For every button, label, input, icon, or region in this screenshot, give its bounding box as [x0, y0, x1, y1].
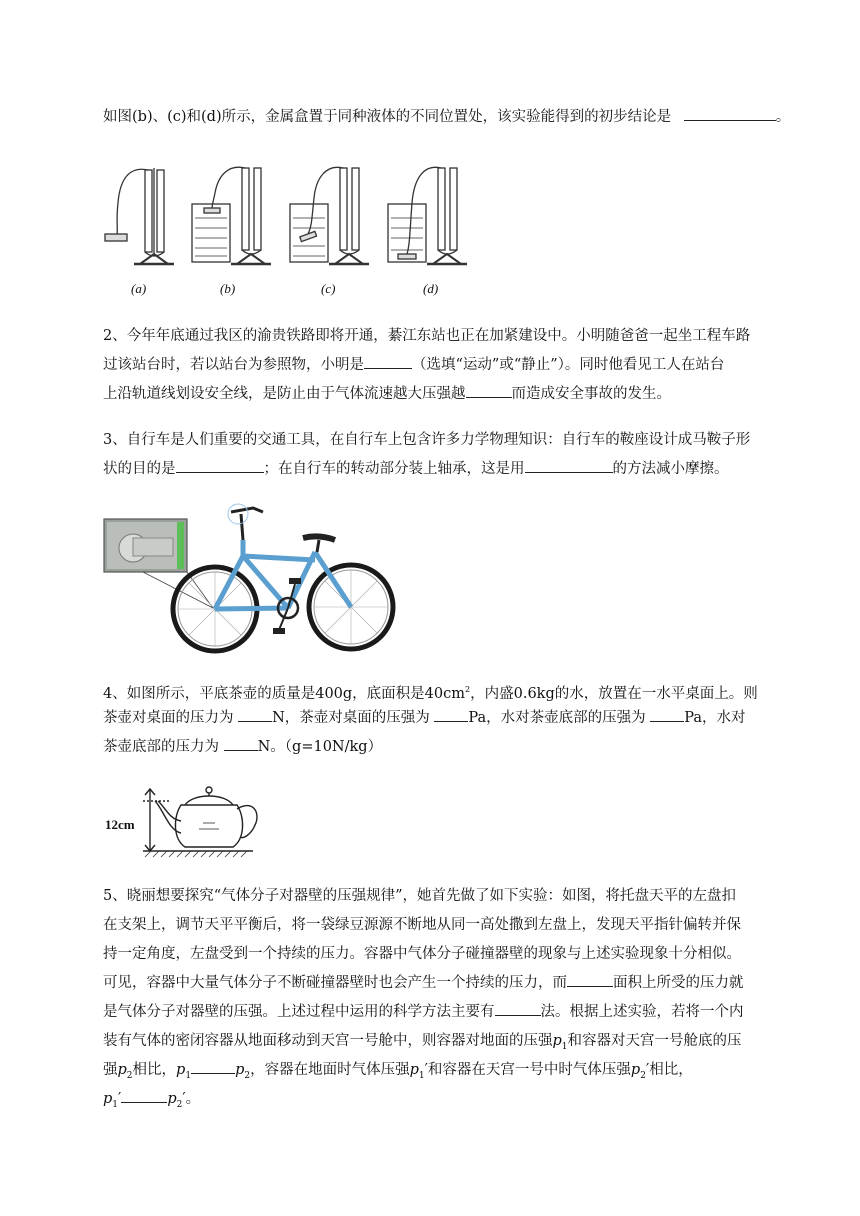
caption-c: (c) — [321, 281, 336, 296]
q5-line1: 5、晓丽想要探究“气体分子对器壁的压强规律”，她首先做了如下实验：如图，将托盘天平的左盘扣 — [103, 888, 737, 904]
question-2: 2、今年年底通过我区的渝贵铁路即将开通，綦江东站也正在加紧建设中。小明随爸爸一起坐工程车路 过该站台时，若以站台为参照物，小明是 （选填“运动”或“静止”）。同时他看见工人在站台 上沿轨道线划设安全线，是防止由于气体流速越大压强越 而造成安全事故的发生。 — [103, 322, 803, 409]
q5-blank-1[interactable] — [567, 970, 613, 987]
caption-d: (d) — [423, 281, 439, 296]
q1-line1: 如图(b)、(c)和(d)所示，金属盒置于同种液体的不同位置处，该实验能得到的初步结论是 — [103, 109, 672, 125]
manometer-figure — [100, 158, 480, 278]
q5-line2: 在支架上，调节天平平衡后，将一袋绿豆源源不断地从同一高处撒到左盘上，发现天平指针偏转并保 — [103, 917, 741, 933]
caption-b: (b) — [220, 281, 236, 296]
q3-line1: 3、自行车是人们重要的交通工具，在自行车上包含许多力学物理知识：自行车的鞍座设计成马鞍子形 — [103, 432, 751, 448]
question-5: 5、晓丽想要探究“气体分子对器壁的压强规律”，她首先做了如下实验：如图，将托盘天平的左盘扣 在支架上，调节天平平衡后，将一袋绿豆源源不断地从同一高处撒到左盘上，发现天平指针偏转并保 持一定角度，左盘受到一个持续的压力。容器中气体分子碰撞器壁的现象与上述实验现象十分相似。 可见，容器中大量气体分子不断碰撞器壁时也会产生一个持续的压力，而 面积上所受的压力就 是气体分子对器壁的压强。上述过程中运用的科学方法主要有 法。根据上述实验，若将一个内 装有气体的密闭容器从地面移动到天宫一号舱中，则容器对地面的压强$p_1$和容器对天宫一号舱底的压 强$p_2$相比，$p_1$ $p_2$，容器在地面时气体压强$p_1'$和容器在天宫一号中时气体压强$p_2'$相比， $p_1'$ $p_2'$。 — [103, 882, 803, 1114]
teapot-figure — [103, 777, 273, 863]
caption-a: (a) — [131, 281, 147, 296]
q4-blank-4[interactable] — [224, 734, 258, 751]
bicycle-figure — [103, 500, 403, 660]
question-4: 4、如图所示，平底茶壶的质量是400g，底面积是$40cm^2$，内盛0.6kg的水，放置在一水平桌面上。则 茶壶对桌面的压力为 N，茶壶对桌面的压强为 Pa，水对茶壶底部的压强为 Pa，水对 茶壶底部的压力为 N。（g=10N/kg） — [103, 685, 758, 755]
q1-text: 如图(b)、(c)和(d)所示，金属盒置于同种液体的不同位置处，该实验能得到的初步结论是 。 — [103, 103, 803, 132]
height-label: 12cm — [105, 817, 135, 832]
q4-blank-3[interactable] — [650, 705, 684, 722]
question-3: 3、自行车是人们重要的交通工具，在自行车上包含许多力学物理知识：自行车的鞍座设计成马鞍子形 状的目的是 ；在自行车的转动部分装上轴承，这是用 的方法减小摩擦。 — [103, 426, 803, 484]
q1-answer-blank[interactable] — [684, 104, 776, 121]
q2-blank-2[interactable] — [466, 381, 512, 398]
q4-blank-2[interactable] — [434, 705, 468, 722]
q2-line1: 2、今年年底通过我区的渝贵铁路即将开通，綦江东站也正在加紧建设中。小明随爸爸一起坐工程车路 — [103, 328, 751, 344]
q3-blank-1[interactable] — [176, 456, 264, 473]
q5-blank-4[interactable] — [121, 1086, 167, 1103]
q5-blank-3[interactable] — [191, 1057, 235, 1074]
q5-line3: 持一定角度，左盘受到一个持续的压力。容器中气体分子碰撞器壁的现象与上述实验现象十分相似。 — [103, 946, 741, 962]
q3-blank-2[interactable] — [525, 456, 613, 473]
q4-blank-1[interactable] — [238, 705, 272, 722]
q2-blank-1[interactable] — [364, 352, 412, 369]
q5-blank-2[interactable] — [495, 999, 541, 1016]
